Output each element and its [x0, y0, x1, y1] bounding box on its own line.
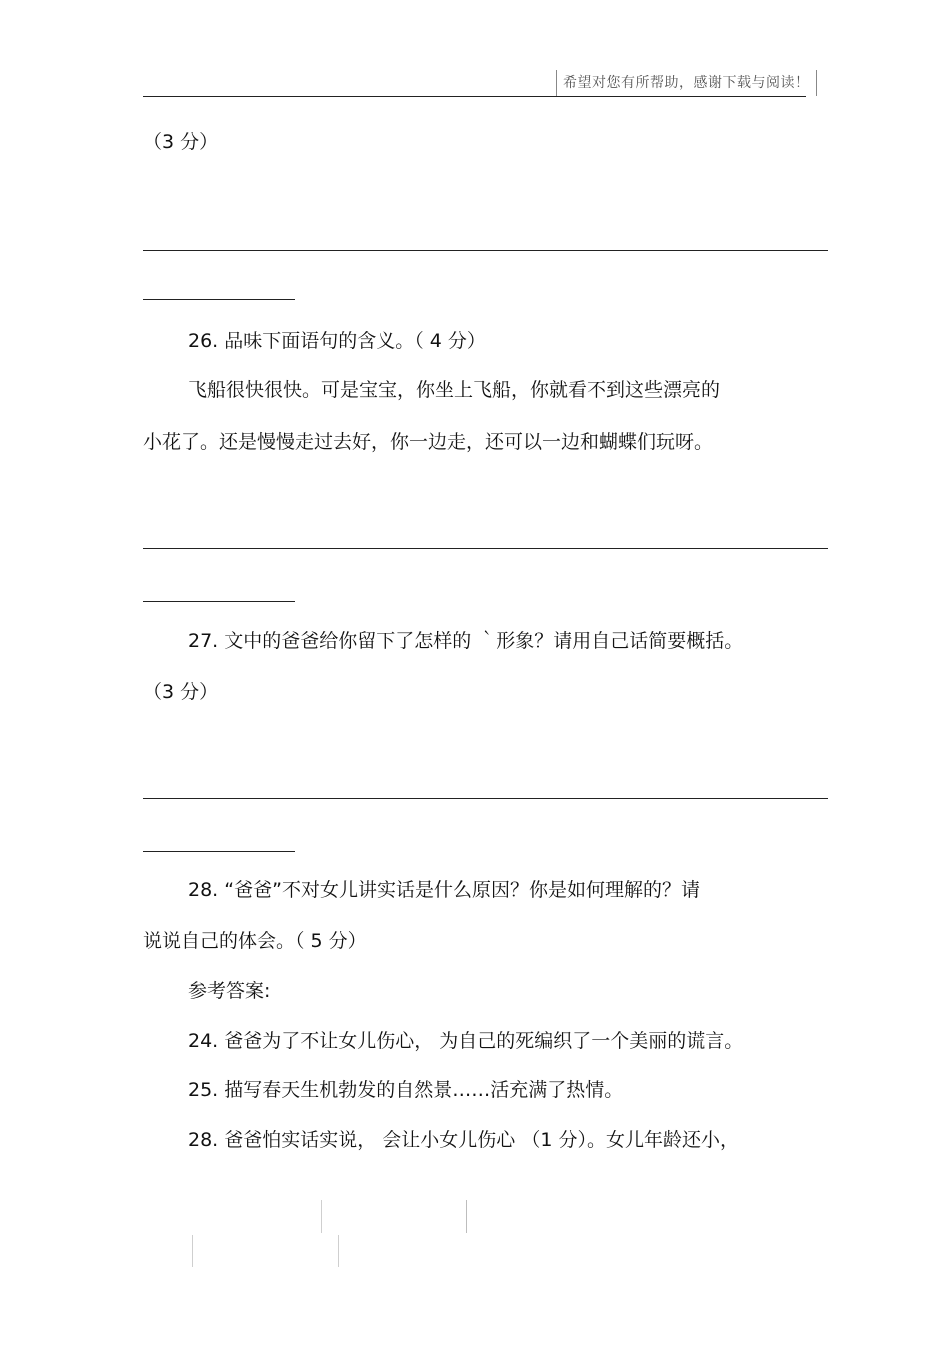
answer-24: 24. 爸爸为了不让女儿伤心， 为自己的死编织了一个美丽的谎言。 — [188, 1030, 744, 1052]
answer-line-short — [143, 299, 295, 300]
faint-divider — [192, 1235, 193, 1267]
q28-prompt-line1: 28. “爸爸”不对女儿讲实话是什么原因？你是如何理解的？请 — [188, 879, 700, 901]
faint-divider — [338, 1235, 339, 1267]
header-rule — [143, 96, 806, 97]
answer-line-long — [143, 548, 828, 549]
q28-prompt-line2: 说说自己的体会。（ 5 分） — [143, 930, 367, 952]
q26-quote-line2: 小花了。还是慢慢走过去好，你一边走，还可以一边和蝴蝶们玩呀。 — [143, 431, 714, 453]
header-note: 希望对您有所帮助，感谢下载与阅读！ — [556, 70, 817, 96]
answer-28: 28. 爸爸怕实话实说， 会让小女儿伤心 （1 分）。女儿年龄还小， — [188, 1129, 739, 1151]
answers-heading: 参考答案: — [188, 980, 271, 1002]
q26-quote-line1: 飞船很快很快。可是宝宝，你坐上飞船，你就看不到这些漂亮的 — [188, 379, 721, 401]
answer-line-long — [143, 798, 828, 799]
q27-score: （3 分） — [143, 681, 219, 703]
answer-line-short — [143, 851, 295, 852]
answer-line-short — [143, 601, 295, 602]
answer-line-long — [143, 250, 828, 251]
q26-prompt: 26. 品味下面语句的含义。（ 4 分） — [188, 330, 486, 352]
q27-prompt: 27. 文中的爸爸给你留下了怎样的 ｀形象？请用自己话简要概括。 — [188, 630, 744, 652]
faint-divider — [321, 1200, 322, 1233]
answer-25: 25. 描写春天生机勃发的自然景……活充满了热情。 — [188, 1079, 624, 1101]
q25-score: （3 分） — [143, 131, 219, 153]
faint-divider — [466, 1200, 467, 1233]
